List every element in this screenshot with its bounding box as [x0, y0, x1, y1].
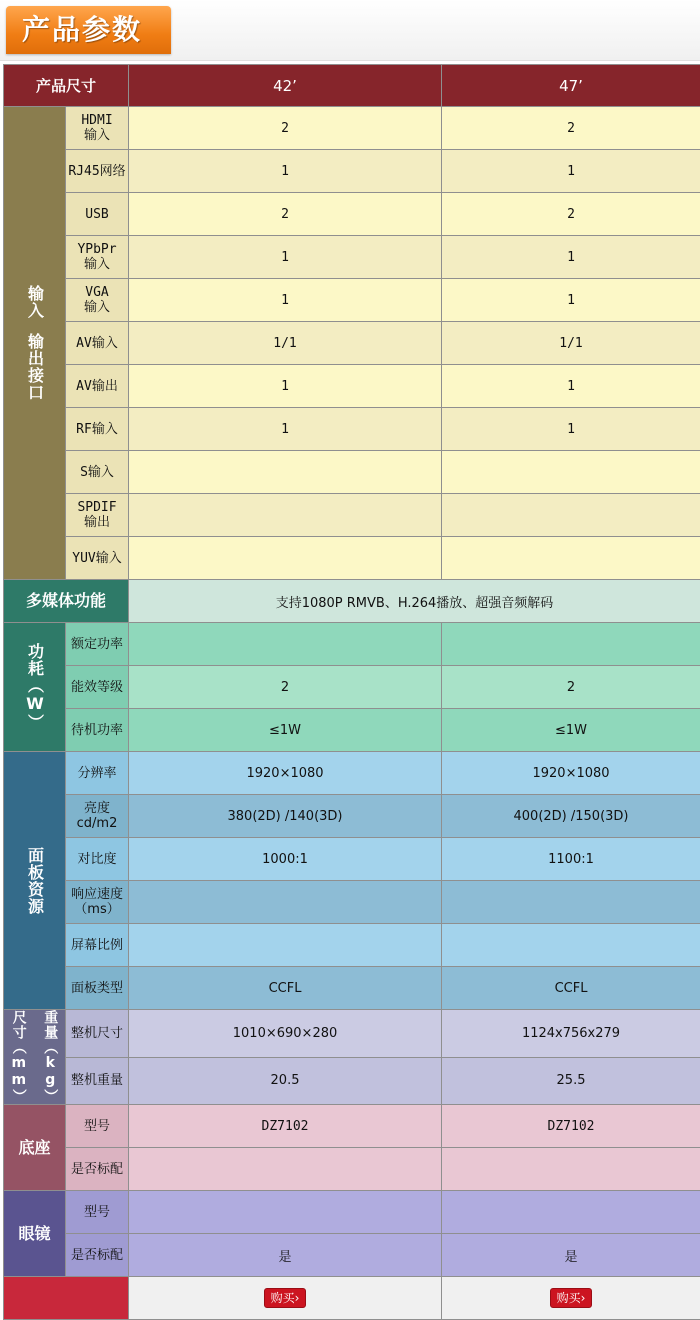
row-label: VGA 输入	[66, 279, 129, 322]
table-row	[4, 494, 700, 537]
cell-42: 1010×690×280	[129, 1010, 442, 1058]
cell-42: 是	[129, 1234, 442, 1277]
cell-42: 1	[129, 365, 442, 408]
buy-row	[4, 1277, 700, 1320]
cell-42: 1000:1	[129, 838, 442, 881]
cell-42	[129, 451, 442, 494]
table-row	[4, 1234, 700, 1277]
category-glasses: 眼镜	[4, 1191, 66, 1277]
cell-47: 1	[442, 236, 700, 279]
category-size-weight	[4, 1010, 66, 1105]
cell-42: 1/1	[129, 322, 442, 365]
cell-42: 20.5	[129, 1057, 442, 1105]
cell-42: 2	[129, 666, 442, 709]
table-row	[4, 365, 700, 408]
table-row	[4, 107, 700, 150]
cell-42: CCFL	[129, 967, 442, 1010]
cell-42: 1	[129, 279, 442, 322]
cell-47: 1124x756x279	[442, 1010, 700, 1058]
row-label: 是否标配	[66, 1234, 129, 1277]
cell-47: 是	[442, 1234, 700, 1277]
row-label: 响应速度 （ms）	[66, 881, 129, 924]
buy-button-label: 购买	[271, 1291, 295, 1305]
cell-42: 1	[129, 236, 442, 279]
table-row	[4, 709, 700, 752]
row-label: 额定功率	[66, 623, 129, 666]
cell-42	[129, 924, 442, 967]
cell-47	[442, 1148, 700, 1191]
cell-42	[129, 1191, 442, 1234]
table-row	[4, 967, 700, 1010]
table-row	[4, 795, 700, 838]
table-row	[4, 322, 700, 365]
buy-button-label: 购买	[557, 1291, 581, 1305]
table-row	[4, 150, 700, 193]
table-row	[4, 408, 700, 451]
buy-button-47[interactable]	[550, 1288, 593, 1308]
row-label: 对比度	[66, 838, 129, 881]
table-row	[4, 1191, 700, 1234]
cell-47: ≤1W	[442, 709, 700, 752]
buy-cell-42	[129, 1277, 442, 1320]
category-power-label: 功耗（W）	[26, 643, 44, 731]
row-label: 是否标配	[66, 1148, 129, 1191]
cell-47	[442, 924, 700, 967]
model-47-header: 47’	[442, 65, 700, 107]
row-label: RJ45网络	[66, 150, 129, 193]
section-title: 产品参数	[6, 6, 171, 54]
row-label: AV输出	[66, 365, 129, 408]
row-label: 亮度 cd/m2	[66, 795, 129, 838]
row-label: 分辨率	[66, 752, 129, 795]
chevron-right-icon: ›	[581, 1291, 586, 1305]
cell-42: 2	[129, 107, 442, 150]
cell-47: 1	[442, 408, 700, 451]
category-panel	[4, 752, 66, 1010]
cell-42: DZ7102	[129, 1105, 442, 1148]
cell-42: 380(2D) /140(3D)	[129, 795, 442, 838]
row-label: S输入	[66, 451, 129, 494]
row-label: YPbPr 输入	[66, 236, 129, 279]
category-size-label: 尺寸（mm）	[10, 1010, 28, 1104]
cell-47: DZ7102	[442, 1105, 700, 1148]
row-label: 整机重量	[66, 1057, 129, 1105]
cell-42	[129, 494, 442, 537]
cell-47: 25.5	[442, 1057, 700, 1105]
cell-47	[442, 623, 700, 666]
row-label: 面板类型	[66, 967, 129, 1010]
cell-47: CCFL	[442, 967, 700, 1010]
cell-42	[129, 623, 442, 666]
row-label: YUV输入	[66, 537, 129, 580]
table-header-row	[4, 65, 700, 107]
cell-47	[442, 1191, 700, 1234]
cell-47: 2	[442, 666, 700, 709]
cell-47: 1	[442, 365, 700, 408]
category-base: 底座	[4, 1105, 66, 1191]
buy-row-label-cell	[4, 1277, 129, 1320]
table-row	[4, 1148, 700, 1191]
cell-47	[442, 494, 700, 537]
cell-47: 1920×1080	[442, 752, 700, 795]
row-label: 整机尺寸	[66, 1010, 129, 1058]
cell-42	[129, 1148, 442, 1191]
cell-47: 1/1	[442, 322, 700, 365]
size-header: 产品尺寸	[4, 65, 129, 107]
cell-42: ≤1W	[129, 709, 442, 752]
row-label: SPDIF 输出	[66, 494, 129, 537]
row-label: RF输入	[66, 408, 129, 451]
table-row	[4, 1010, 700, 1058]
category-weight-label: 重量（kg）	[41, 1010, 59, 1104]
table-row	[4, 279, 700, 322]
cell-42: 1920×1080	[129, 752, 442, 795]
table-row	[4, 236, 700, 279]
category-power	[4, 623, 66, 752]
category-multimedia: 多媒体功能	[4, 580, 129, 623]
table-row	[4, 193, 700, 236]
buy-cell-47	[442, 1277, 700, 1320]
cell-47: 2	[442, 107, 700, 150]
row-label: 型号	[66, 1191, 129, 1234]
table-row	[4, 451, 700, 494]
spec-table	[3, 64, 700, 1320]
table-row	[4, 752, 700, 795]
multimedia-value: 支持1080P RMVB、H.264播放、超强音频解码	[129, 580, 700, 623]
row-label: AV输入	[66, 322, 129, 365]
cell-47	[442, 881, 700, 924]
table-row	[4, 881, 700, 924]
row-label: HDMI 输入	[66, 107, 129, 150]
category-io	[4, 107, 66, 580]
category-panel-label: 面板资源	[26, 847, 44, 915]
buy-button-42[interactable]	[264, 1288, 307, 1308]
cell-42: 1	[129, 150, 442, 193]
cell-42	[129, 537, 442, 580]
table-row	[4, 924, 700, 967]
table-row	[4, 1105, 700, 1148]
table-row	[4, 666, 700, 709]
row-label: USB	[66, 193, 129, 236]
row-label: 能效等级	[66, 666, 129, 709]
cell-47: 1	[442, 279, 700, 322]
table-row	[4, 623, 700, 666]
cell-42: 1	[129, 408, 442, 451]
cell-42: 2	[129, 193, 442, 236]
header-banner	[0, 0, 700, 61]
row-label: 屏幕比例	[66, 924, 129, 967]
row-label: 待机功率	[66, 709, 129, 752]
table-row	[4, 1057, 700, 1105]
cell-47: 2	[442, 193, 700, 236]
table-row	[4, 838, 700, 881]
cell-47: 1	[442, 150, 700, 193]
table-row	[4, 580, 700, 623]
cell-47	[442, 537, 700, 580]
cell-47	[442, 451, 700, 494]
cell-47: 1100:1	[442, 838, 700, 881]
chevron-right-icon: ›	[295, 1291, 300, 1305]
model-42-header: 42’	[129, 65, 442, 107]
cell-42	[129, 881, 442, 924]
category-io-top: 输入	[26, 285, 44, 319]
table-row	[4, 537, 700, 580]
row-label: 型号	[66, 1105, 129, 1148]
category-io-bottom: 输出接口	[26, 333, 44, 401]
cell-47: 400(2D) /150(3D)	[442, 795, 700, 838]
